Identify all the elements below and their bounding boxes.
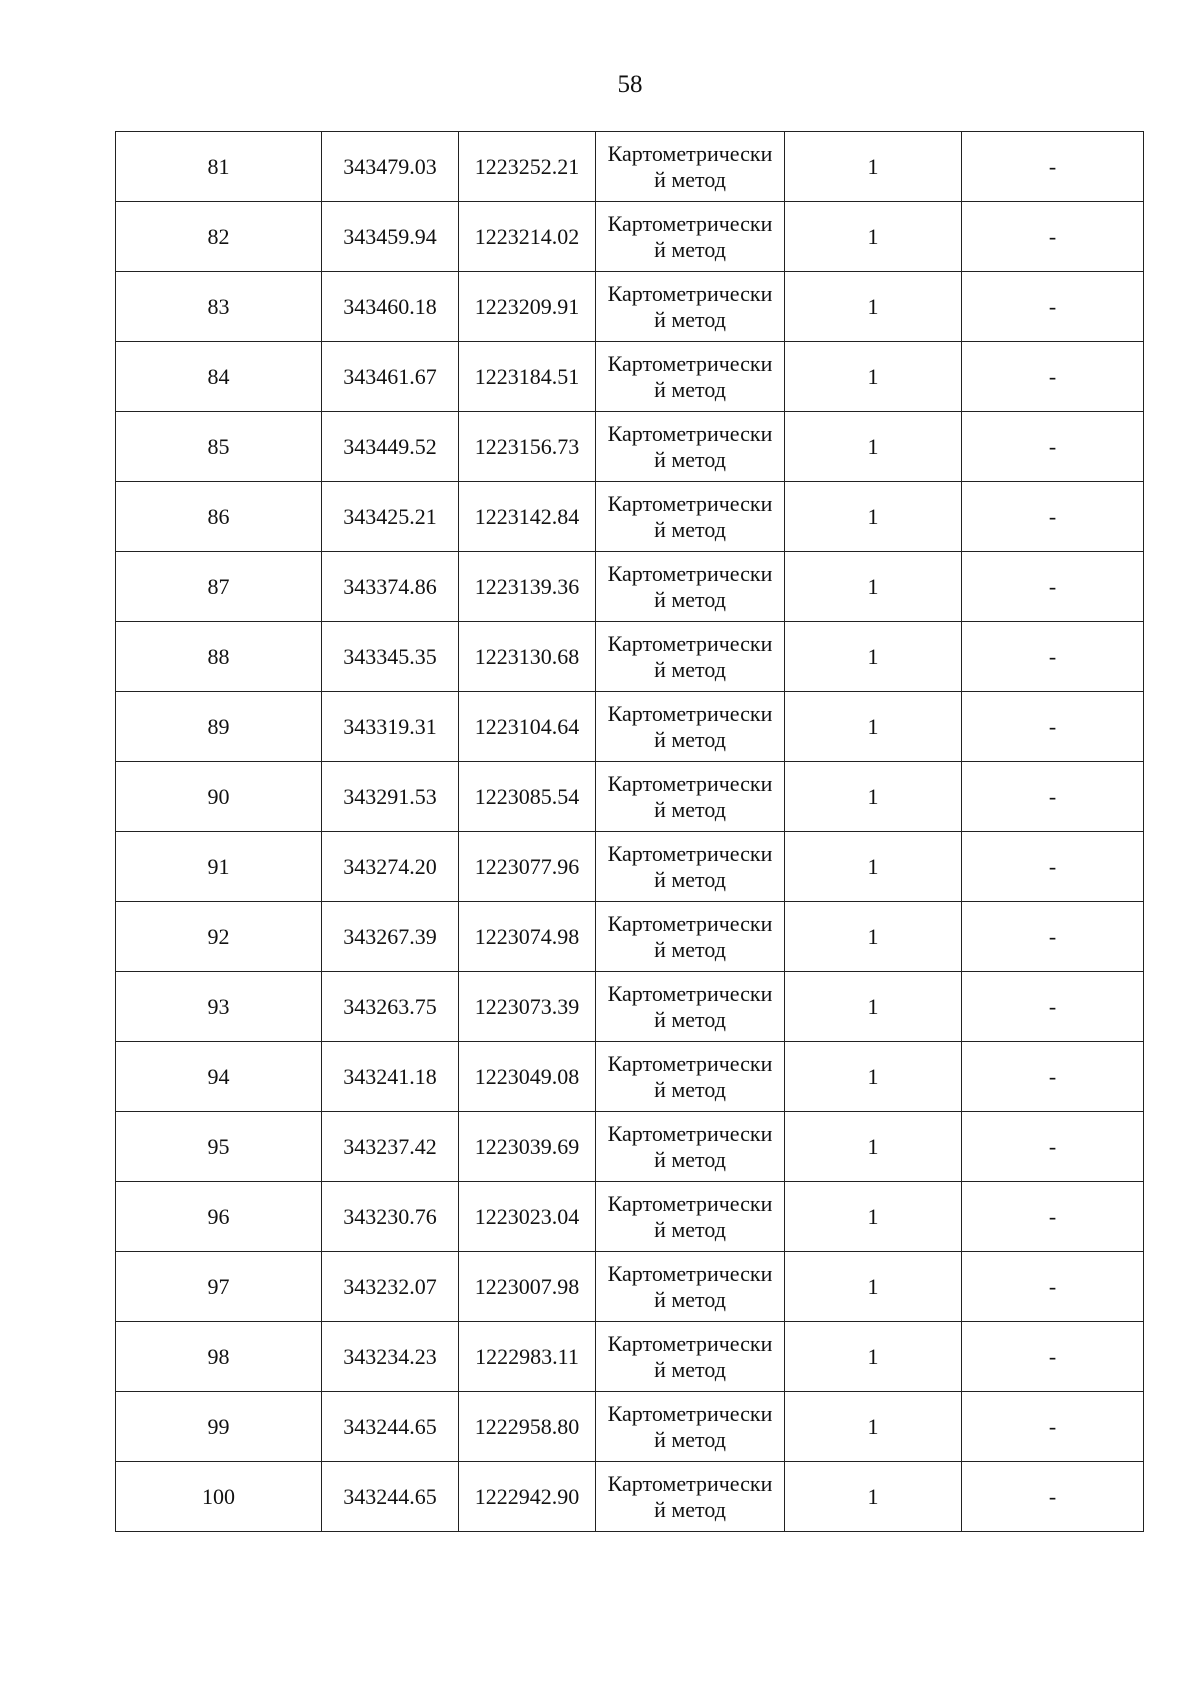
description-cell: -	[962, 1322, 1144, 1392]
y-coordinate-cell: 1223077.96	[459, 832, 596, 902]
method-line: й метод	[654, 516, 726, 542]
y-coordinate-cell: 1223104.64	[459, 692, 596, 762]
description-cell: -	[962, 412, 1144, 482]
error-cell: 1	[785, 1462, 962, 1532]
description-cell: -	[962, 272, 1144, 342]
method-text	[596, 491, 784, 543]
y-coordinate-cell: 1223039.69	[459, 1112, 596, 1182]
table-row	[116, 482, 1144, 552]
table-row	[116, 132, 1144, 202]
description-cell: -	[962, 902, 1144, 972]
error-cell: 1	[785, 972, 962, 1042]
table-row	[116, 202, 1144, 272]
method-line: Картометрически	[607, 700, 773, 726]
method-cell	[596, 132, 785, 202]
point-number-cell: 86	[116, 482, 322, 552]
coordinates-table-body	[116, 132, 1144, 1532]
method-line: й метод	[654, 866, 726, 892]
table-row	[116, 1042, 1144, 1112]
error-cell: 1	[785, 832, 962, 902]
description-cell: -	[962, 202, 1144, 272]
method-line: Картометрически	[607, 770, 773, 796]
method-text	[596, 561, 784, 613]
method-text	[596, 701, 784, 753]
method-line: Картометрически	[607, 1400, 773, 1426]
description-cell: -	[962, 1252, 1144, 1322]
y-coordinate-cell: 1222942.90	[459, 1462, 596, 1532]
description-cell: -	[962, 1392, 1144, 1462]
y-coordinate-cell: 1222958.80	[459, 1392, 596, 1462]
method-text	[596, 1191, 784, 1243]
method-cell	[596, 1462, 785, 1532]
method-line: Картометрически	[607, 630, 773, 656]
error-cell: 1	[785, 1042, 962, 1112]
x-coordinate-cell: 343459.94	[322, 202, 459, 272]
description-cell: -	[962, 832, 1144, 902]
description-cell: -	[962, 762, 1144, 832]
point-number-cell: 84	[116, 342, 322, 412]
method-line: й метод	[654, 1216, 726, 1242]
method-line: й метод	[654, 936, 726, 962]
error-cell: 1	[785, 902, 962, 972]
y-coordinate-cell: 1223085.54	[459, 762, 596, 832]
table-row	[116, 902, 1144, 972]
x-coordinate-cell: 343319.31	[322, 692, 459, 762]
description-cell: -	[962, 132, 1144, 202]
method-line: й метод	[654, 726, 726, 752]
method-line: Картометрически	[607, 280, 773, 306]
x-coordinate-cell: 343232.07	[322, 1252, 459, 1322]
x-coordinate-cell: 343460.18	[322, 272, 459, 342]
method-text	[596, 771, 784, 823]
method-cell	[596, 1252, 785, 1322]
x-coordinate-cell: 343230.76	[322, 1182, 459, 1252]
y-coordinate-cell: 1223214.02	[459, 202, 596, 272]
point-number-cell: 98	[116, 1322, 322, 1392]
x-coordinate-cell: 343234.23	[322, 1322, 459, 1392]
point-number-cell: 82	[116, 202, 322, 272]
method-cell	[596, 552, 785, 622]
x-coordinate-cell: 343425.21	[322, 482, 459, 552]
method-line: й метод	[654, 376, 726, 402]
x-coordinate-cell: 343263.75	[322, 972, 459, 1042]
x-coordinate-cell: 343267.39	[322, 902, 459, 972]
description-cell: -	[962, 1462, 1144, 1532]
method-text	[596, 841, 784, 893]
description-cell: -	[962, 342, 1144, 412]
coordinates-table	[115, 131, 1144, 1532]
description-cell: -	[962, 1112, 1144, 1182]
table-row	[116, 692, 1144, 762]
point-number-cell: 85	[116, 412, 322, 482]
x-coordinate-cell: 343237.42	[322, 1112, 459, 1182]
method-line: Картометрически	[607, 1120, 773, 1146]
method-text	[596, 351, 784, 403]
point-number-cell: 89	[116, 692, 322, 762]
method-line: Картометрически	[607, 210, 773, 236]
method-text	[596, 1121, 784, 1173]
y-coordinate-cell: 1223007.98	[459, 1252, 596, 1322]
point-number-cell: 99	[116, 1392, 322, 1462]
x-coordinate-cell: 343274.20	[322, 832, 459, 902]
point-number-cell: 83	[116, 272, 322, 342]
point-number-cell: 88	[116, 622, 322, 692]
y-coordinate-cell: 1223184.51	[459, 342, 596, 412]
method-line: Картометрически	[607, 1050, 773, 1076]
method-line: й метод	[654, 236, 726, 262]
method-line: й метод	[654, 796, 726, 822]
method-cell	[596, 1392, 785, 1462]
y-coordinate-cell: 1223156.73	[459, 412, 596, 482]
point-number-cell: 92	[116, 902, 322, 972]
error-cell: 1	[785, 202, 962, 272]
method-cell	[596, 1042, 785, 1112]
point-number-cell: 91	[116, 832, 322, 902]
method-cell	[596, 762, 785, 832]
error-cell: 1	[785, 482, 962, 552]
table-row	[116, 832, 1144, 902]
description-cell: -	[962, 552, 1144, 622]
y-coordinate-cell: 1223252.21	[459, 132, 596, 202]
description-cell: -	[962, 972, 1144, 1042]
page-number: 58	[617, 71, 643, 98]
error-cell: 1	[785, 692, 962, 762]
table-row	[116, 272, 1144, 342]
table-row	[116, 1182, 1144, 1252]
error-cell: 1	[785, 1112, 962, 1182]
method-line: й метод	[654, 306, 726, 332]
error-cell: 1	[785, 552, 962, 622]
method-line: й метод	[654, 1076, 726, 1102]
table-row	[116, 762, 1144, 832]
method-line: Картометрически	[607, 140, 773, 166]
y-coordinate-cell: 1223074.98	[459, 902, 596, 972]
point-number-cell: 81	[116, 132, 322, 202]
description-cell: -	[962, 1042, 1144, 1112]
method-line: Картометрически	[607, 1470, 773, 1496]
error-cell: 1	[785, 132, 962, 202]
method-line: й метод	[654, 1146, 726, 1172]
method-text	[596, 281, 784, 333]
method-cell	[596, 1112, 785, 1182]
method-cell	[596, 832, 785, 902]
point-number-cell: 87	[116, 552, 322, 622]
method-line: Картометрически	[607, 840, 773, 866]
method-line: Картометрически	[607, 980, 773, 1006]
method-line: Картометрически	[607, 350, 773, 376]
x-coordinate-cell: 343244.65	[322, 1462, 459, 1532]
error-cell: 1	[785, 1322, 962, 1392]
error-cell: 1	[785, 412, 962, 482]
method-cell	[596, 622, 785, 692]
method-text	[596, 141, 784, 193]
method-text	[596, 1261, 784, 1313]
method-line: й метод	[654, 1426, 726, 1452]
table-row	[116, 552, 1144, 622]
error-cell: 1	[785, 762, 962, 832]
method-cell	[596, 272, 785, 342]
method-cell	[596, 482, 785, 552]
x-coordinate-cell: 343449.52	[322, 412, 459, 482]
point-number-cell: 100	[116, 1462, 322, 1532]
y-coordinate-cell: 1223139.36	[459, 552, 596, 622]
y-coordinate-cell: 1223023.04	[459, 1182, 596, 1252]
y-coordinate-cell: 1223073.39	[459, 972, 596, 1042]
method-line: й метод	[654, 1356, 726, 1382]
method-text	[596, 981, 784, 1033]
error-cell: 1	[785, 1182, 962, 1252]
error-cell: 1	[785, 342, 962, 412]
table-row	[116, 1322, 1144, 1392]
method-text	[596, 911, 784, 963]
table-row	[116, 1252, 1144, 1322]
point-number-cell: 93	[116, 972, 322, 1042]
method-cell	[596, 1182, 785, 1252]
x-coordinate-cell: 343479.03	[322, 132, 459, 202]
y-coordinate-cell: 1222983.11	[459, 1322, 596, 1392]
method-cell	[596, 412, 785, 482]
error-cell: 1	[785, 272, 962, 342]
method-line: й метод	[654, 586, 726, 612]
x-coordinate-cell: 343461.67	[322, 342, 459, 412]
method-cell	[596, 902, 785, 972]
method-line: Картометрически	[607, 1330, 773, 1356]
y-coordinate-cell: 1223142.84	[459, 482, 596, 552]
description-cell: -	[962, 482, 1144, 552]
table-row	[116, 1392, 1144, 1462]
error-cell: 1	[785, 622, 962, 692]
table-row	[116, 342, 1144, 412]
table-row	[116, 1112, 1144, 1182]
method-text	[596, 421, 784, 473]
method-cell	[596, 202, 785, 272]
description-cell: -	[962, 622, 1144, 692]
point-number-cell: 95	[116, 1112, 322, 1182]
method-text	[596, 631, 784, 683]
method-line: Картометрически	[607, 910, 773, 936]
y-coordinate-cell: 1223049.08	[459, 1042, 596, 1112]
x-coordinate-cell: 343291.53	[322, 762, 459, 832]
method-text	[596, 1331, 784, 1383]
method-line: Картометрически	[607, 1190, 773, 1216]
description-cell: -	[962, 692, 1144, 762]
method-line: Картометрически	[607, 420, 773, 446]
x-coordinate-cell: 343244.65	[322, 1392, 459, 1462]
point-number-cell: 96	[116, 1182, 322, 1252]
x-coordinate-cell: 343345.35	[322, 622, 459, 692]
method-cell	[596, 342, 785, 412]
method-line: й метод	[654, 1496, 726, 1522]
x-coordinate-cell: 343374.86	[322, 552, 459, 622]
method-line: й метод	[654, 656, 726, 682]
table-row	[116, 622, 1144, 692]
error-cell: 1	[785, 1252, 962, 1322]
method-text	[596, 1401, 784, 1453]
point-number-cell: 97	[116, 1252, 322, 1322]
method-cell	[596, 1322, 785, 1392]
method-cell	[596, 972, 785, 1042]
method-line: й метод	[654, 446, 726, 472]
table-row	[116, 412, 1144, 482]
method-line: й метод	[654, 1006, 726, 1032]
error-cell: 1	[785, 1392, 962, 1462]
y-coordinate-cell: 1223209.91	[459, 272, 596, 342]
table-row	[116, 1462, 1144, 1532]
method-line: й метод	[654, 1286, 726, 1312]
table-row	[116, 972, 1144, 1042]
x-coordinate-cell: 343241.18	[322, 1042, 459, 1112]
method-line: Картометрически	[607, 1260, 773, 1286]
method-cell	[596, 692, 785, 762]
y-coordinate-cell: 1223130.68	[459, 622, 596, 692]
method-text	[596, 1471, 784, 1523]
method-line: й метод	[654, 166, 726, 192]
point-number-cell: 94	[116, 1042, 322, 1112]
method-text	[596, 211, 784, 263]
method-text	[596, 1051, 784, 1103]
method-line: Картометрически	[607, 560, 773, 586]
description-cell: -	[962, 1182, 1144, 1252]
method-line: Картометрически	[607, 490, 773, 516]
point-number-cell: 90	[116, 762, 322, 832]
